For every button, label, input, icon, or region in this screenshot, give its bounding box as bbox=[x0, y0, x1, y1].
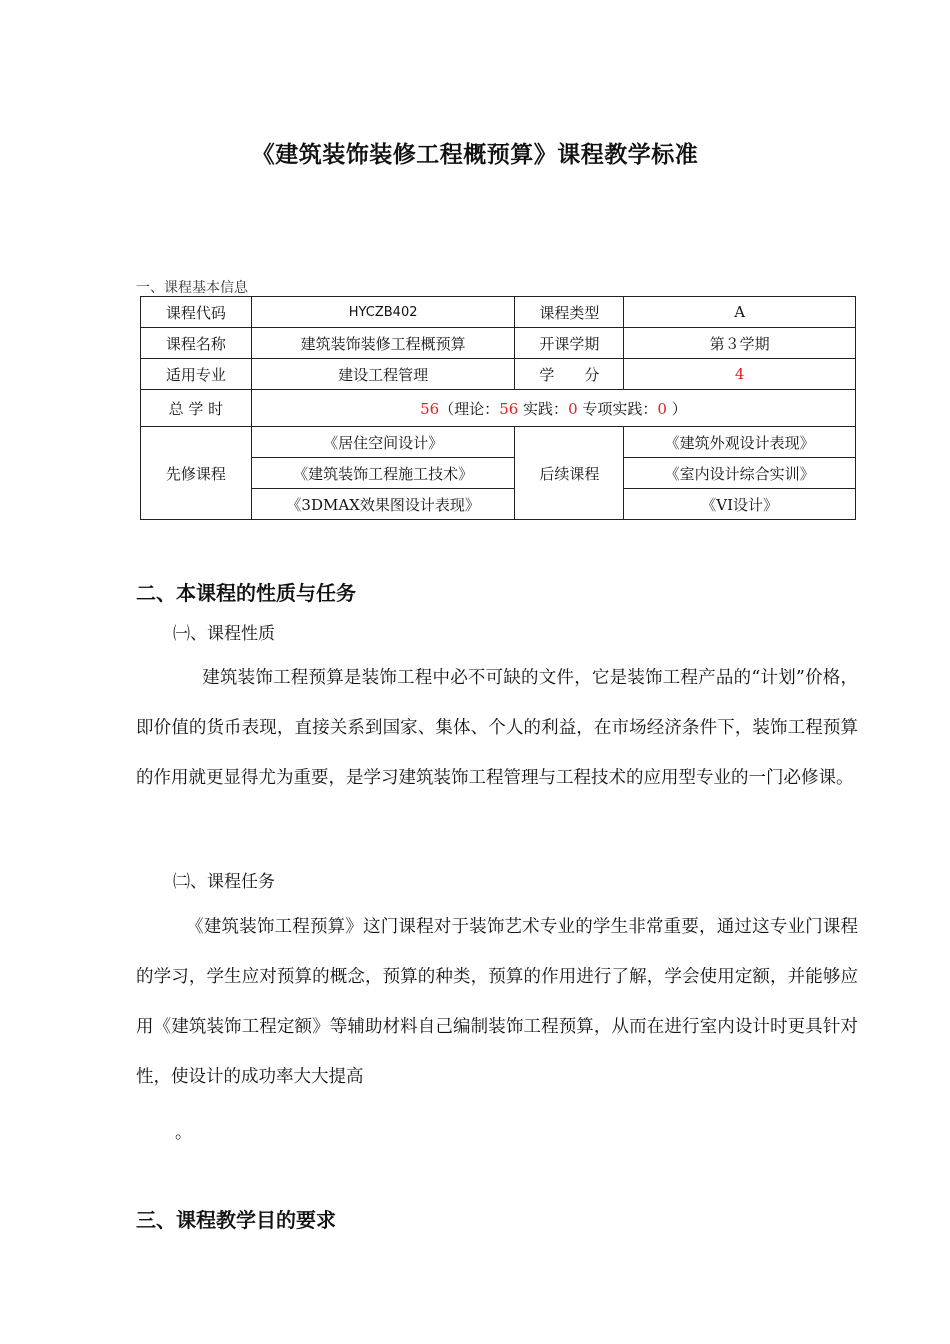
hours-label: 总 学 时 bbox=[141, 390, 252, 427]
course-info-table bbox=[140, 296, 856, 520]
course-nature-text: 建筑装饰工程预算是装饰工程中必不可缺的文件，它是装饰工程产品的“计划”价格，即价值的货币表现，直接关系到国家、集体、个人的利益，在市场经济条件下，装饰工程预算的作用就更显得尤为重要，是学习建筑装饰工程管理与工程技术的应用型专业的一门必修课。 bbox=[136, 668, 858, 788]
credit-label: 学 分 bbox=[515, 359, 624, 390]
pre-course: 《建筑装饰工程施工技术》 bbox=[251, 458, 515, 489]
course-task-text: 《建筑装饰工程预算》这门课程对于装饰艺术专业的学生非常重要，通过这专业门课程的学习，学生应对预算的概念，预算的种类，预算的作用进行了解，学会使用定额，并能够应用《建筑装饰工程定额》等辅助材料自己编制装饰工程预算，从而在进行室内设计时更具针对性，使设计的成功率大大提高 bbox=[136, 917, 858, 1087]
term-value: 第３学期 bbox=[624, 328, 856, 359]
document-title: 《建筑装饰装修工程概预算》课程教学标准 bbox=[251, 141, 699, 168]
term-label: 开课学期 bbox=[515, 328, 624, 359]
post-courses-label: 后续课程 bbox=[515, 427, 624, 520]
hours-special: 0 bbox=[657, 399, 667, 418]
trailing-period: 。 bbox=[175, 1123, 192, 1143]
section2-sub2: ㈡、课程任务 bbox=[173, 872, 275, 892]
hours-value bbox=[251, 390, 855, 427]
hours-practice-label: 实践： bbox=[518, 399, 569, 418]
name-value: 建筑装饰装修工程概预算 bbox=[251, 328, 515, 359]
post-course: 《室内设计综合实训》 bbox=[624, 458, 856, 489]
table-row bbox=[141, 359, 856, 390]
hours-total: 56 bbox=[420, 399, 440, 418]
post-course: 《VI设计》 bbox=[624, 489, 856, 520]
table-row bbox=[141, 390, 856, 427]
table-row bbox=[141, 328, 856, 359]
section2-heading: 二、本课程的性质与任务 bbox=[136, 581, 356, 605]
post-course: 《建筑外观设计表现》 bbox=[624, 427, 856, 458]
hours-close: ） bbox=[666, 399, 687, 418]
hours-practice: 0 bbox=[568, 399, 578, 418]
section-basic-info-label: 一、课程基本信息 bbox=[136, 280, 248, 296]
table-row bbox=[141, 427, 856, 458]
type-label: 课程类型 bbox=[515, 297, 624, 328]
pre-course: 《3DMAX效果图设计表现》 bbox=[251, 489, 515, 520]
hours-theory-label: （理论： bbox=[439, 399, 500, 418]
name-label: 课程名称 bbox=[141, 328, 252, 359]
code-value: HYCZB402 bbox=[251, 297, 515, 328]
type-value: A bbox=[624, 297, 856, 328]
hours-special-label: 专项实践： bbox=[577, 399, 658, 418]
course-task-paragraph bbox=[136, 902, 858, 1102]
credit-value: 4 bbox=[624, 359, 856, 390]
major-value: 建设工程管理 bbox=[251, 359, 515, 390]
course-nature-paragraph bbox=[136, 653, 858, 803]
section3-heading: 三、课程教学目的要求 bbox=[136, 1208, 336, 1232]
hours-theory: 56 bbox=[499, 399, 519, 418]
major-label: 适用专业 bbox=[141, 359, 252, 390]
pre-course: 《居住空间设计》 bbox=[251, 427, 515, 458]
code-label: 课程代码 bbox=[141, 297, 252, 328]
section2-sub1: ㈠、课程性质 bbox=[173, 624, 275, 644]
table-row bbox=[141, 297, 856, 328]
pre-courses-label: 先修课程 bbox=[141, 427, 252, 520]
